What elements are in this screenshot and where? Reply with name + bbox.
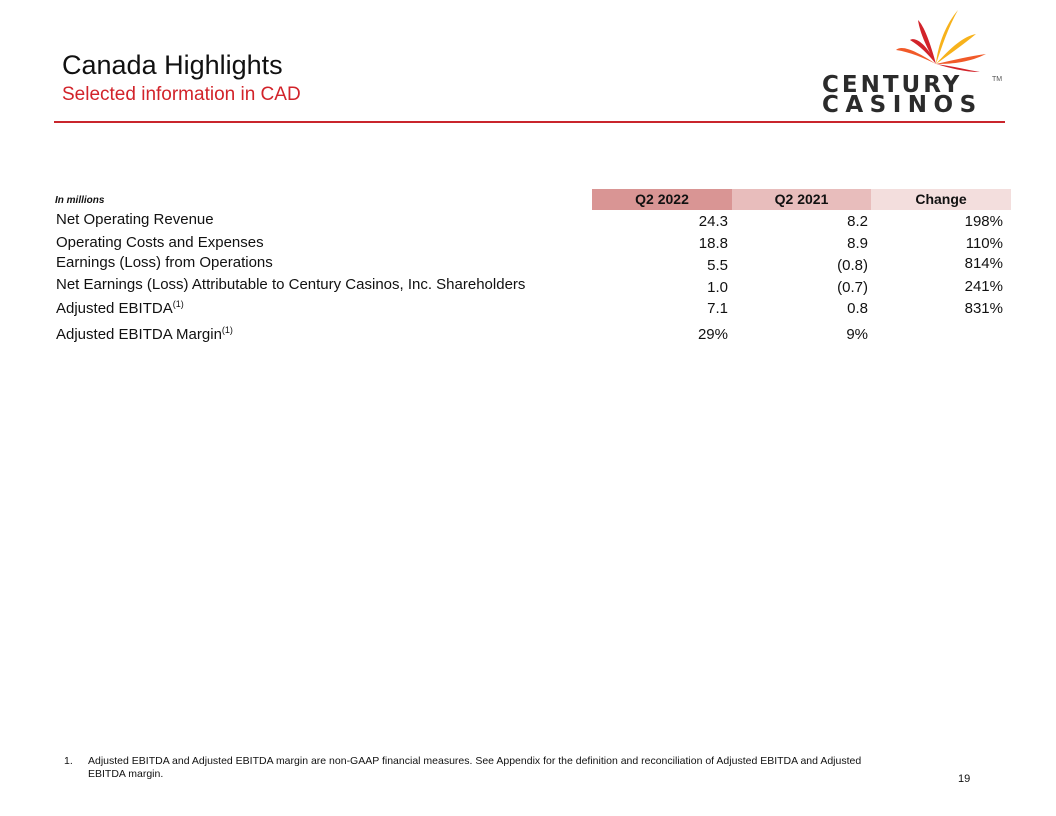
row-label: Net Operating Revenue	[56, 211, 214, 228]
century-casinos-logo	[818, 6, 1003, 118]
value-q2-2021: 8.2	[847, 213, 868, 230]
table-row	[0, 211, 1056, 233]
logo-wordmark-century: CENTURY	[822, 72, 963, 98]
logo-wordmark-casinos: CASINOS	[822, 92, 983, 118]
table-row	[0, 276, 1056, 298]
value-change: 814%	[964, 255, 1003, 272]
value-q2-2022: 18.8	[698, 235, 728, 252]
value-change: 110%	[965, 235, 1003, 252]
footnote-number: 1.	[64, 755, 73, 767]
table-row	[0, 234, 1056, 256]
title-divider	[54, 121, 1005, 123]
column-header-q2-2021: Q2 2021	[732, 189, 871, 210]
table-row	[0, 298, 1056, 320]
value-change: 831%	[964, 300, 1003, 317]
column-header-change: Change	[871, 189, 1011, 210]
row-label: Adjusted EBITDA$^{(1)}$	[56, 299, 184, 317]
footnote-text: Adjusted EBITDA and Adjusted EBITDA margin are non-GAAP financial measures. See Appendix for the definition and reconciliation of Adjusted EBITDA and Adjusted EBITDA margin.	[88, 755, 862, 780]
value-q2-2022: 24.3	[698, 213, 728, 230]
page-subtitle: Selected information in CAD	[62, 84, 301, 105]
value-q2-2021: 9%	[846, 326, 868, 343]
value-q2-2022: 1.0	[707, 279, 728, 296]
logo-trademark: TM	[992, 76, 1003, 83]
row-label: Operating Costs and Expenses	[56, 234, 264, 251]
row-label: Earnings (Loss) from Operations	[56, 254, 273, 271]
footnote-marker: (1)	[172, 299, 184, 309]
column-header-q2-2022: Q2 2022	[592, 189, 732, 210]
value-q2-2022: 29%	[697, 326, 728, 343]
value-q2-2022: 5.5	[707, 257, 728, 274]
table-row	[0, 324, 1056, 346]
table-row	[0, 254, 1056, 276]
page-title: Canada Highlights	[62, 50, 283, 80]
footnote-marker: (1)	[221, 325, 233, 335]
row-label: Net Earnings (Loss) Attributable to Century Casinos, Inc. Shareholders	[56, 276, 526, 293]
value-q2-2021: 8.9	[847, 235, 868, 252]
units-label: In millions	[55, 195, 105, 206]
value-change: 241%	[964, 278, 1003, 295]
value-change: 198%	[964, 213, 1003, 230]
logo-burst-icon	[818, 6, 1000, 76]
page-number: 19	[958, 773, 971, 785]
value-q2-2021: 0.8	[847, 300, 868, 317]
value-q2-2021: (0.7)	[837, 279, 868, 296]
value-q2-2021: (0.8)	[837, 257, 868, 274]
value-q2-2022: 7.1	[707, 300, 728, 317]
row-label: Adjusted EBITDA Margin$^{(1)}$	[56, 325, 233, 343]
